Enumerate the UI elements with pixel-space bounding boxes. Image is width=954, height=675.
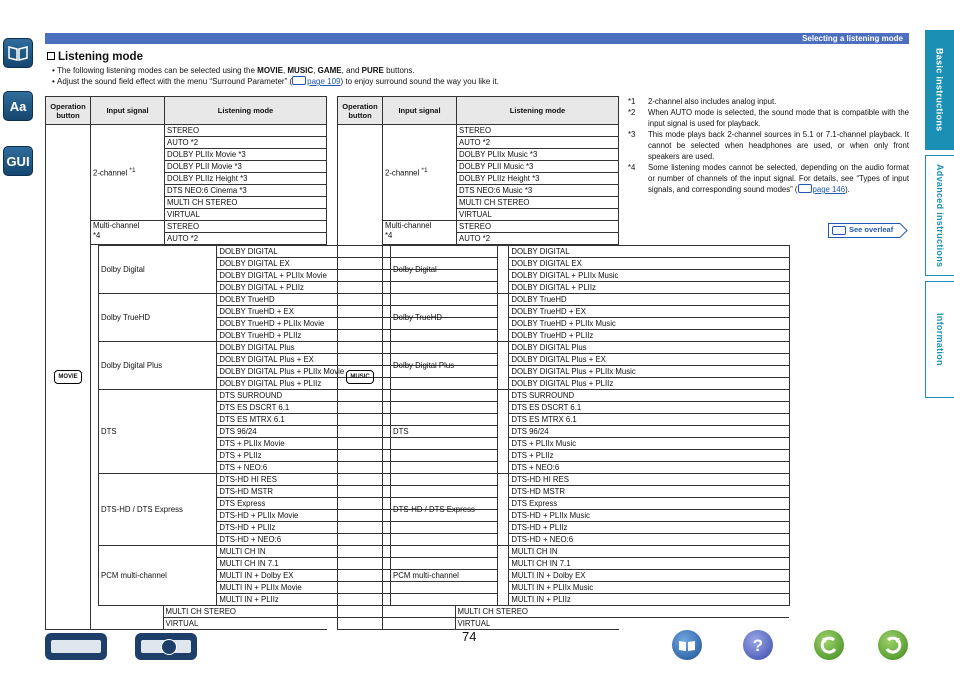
listening-mode-cell: DTS + PLIIx Music xyxy=(509,438,788,450)
listening-mode-cell: DTS SURROUND xyxy=(217,390,496,402)
indent-cell xyxy=(91,245,345,630)
listening-mode-cell: DTS + PLIIx Movie xyxy=(217,438,496,450)
forward-icon[interactable] xyxy=(878,630,908,660)
listening-mode-cell: DTS + PLIIz xyxy=(509,450,788,462)
listening-mode-cell: DTS-HD HI RES xyxy=(217,474,496,486)
listening-mode-cell: DOLBY DIGITAL EX xyxy=(217,258,496,270)
listening-mode-cell: DOLBY DIGITAL Plus xyxy=(217,342,496,354)
listening-mode-cell: MULTI IN + PLIIz xyxy=(219,595,279,604)
input-label: Multi-channel xyxy=(93,221,140,230)
header-input: Input signal xyxy=(383,97,457,125)
listening-mode-cell: DTS-HD + PLIIz xyxy=(509,522,788,534)
listening-mode-cell: STEREO xyxy=(457,221,619,233)
input-group-label: Dolby TrueHD xyxy=(99,294,217,342)
music-button-icon: MUSIC xyxy=(346,370,373,384)
listening-mode-cell: DTS ES DSCRT 6.1 xyxy=(509,402,788,414)
listening-mode-cell: DTS NEO:6 Cinema *3 xyxy=(165,185,327,197)
listening-mode-cell: DOLBY DIGITAL xyxy=(217,246,496,258)
listening-mode-cell: DOLBY DIGITAL + PLIIz xyxy=(511,283,596,292)
svg-text:?: ? xyxy=(752,636,764,655)
footnote-2: *2 When AUTO mode is selected, the sound mode that is compatible with the input signal is used for playback. xyxy=(628,108,909,128)
group-row xyxy=(391,474,790,546)
input-group-label: Dolby Digital xyxy=(391,246,509,294)
listening-mode-cell: MULTI IN + PLIIx Music xyxy=(509,582,788,594)
listening-mode-cell: DOLBY DIGITAL + PLIIx Movie xyxy=(217,270,496,282)
input-group-label: Dolby Digital Plus xyxy=(391,342,509,390)
tab-information[interactable]: Information xyxy=(925,281,954,398)
footnote-3: *3 This mode plays back 2-channel sources in 5.1 or 7.1-channel playback. It cannot be selected when headphones are used, or when only front speakers are used. xyxy=(628,130,909,161)
listening-mode-cell: DOLBY DIGITAL xyxy=(509,246,788,258)
listening-mode-cell: DOLBY DIGITAL Plus xyxy=(509,342,788,354)
listening-mode-cell: VIRTUAL xyxy=(165,619,199,628)
listening-mode-cell: DOLBY TrueHD xyxy=(217,294,496,306)
listening-mode-cell: DTS-HD + NEO:6 xyxy=(219,535,282,544)
listening-mode-cell: VIRTUAL xyxy=(165,209,327,221)
input-group-label: Dolby Digital Plus xyxy=(99,342,217,390)
page-ref-icon xyxy=(798,184,812,193)
input-group-label: Dolby Digital xyxy=(99,246,217,294)
input-group-label: PCM multi-channel xyxy=(391,546,509,606)
group-row xyxy=(391,390,790,474)
listening-mode-cell: AUTO *2 xyxy=(457,137,619,149)
table-row xyxy=(46,125,327,137)
contents-book-icon[interactable] xyxy=(672,630,702,660)
group-row xyxy=(391,246,790,294)
group-row xyxy=(391,294,790,342)
input-label: 2-channel xyxy=(93,168,128,178)
listening-mode-cell: AUTO *2 xyxy=(165,137,327,149)
page-ref-icon xyxy=(292,76,306,85)
input-group-label: DTS-HD / DTS Express xyxy=(99,474,217,546)
listening-mode-cell: DOLBY PLII Music *3 xyxy=(457,161,619,173)
listening-mode-cell: MULTI IN + PLIIx Movie xyxy=(217,582,496,594)
listening-mode-cell: DTS-HD MSTR xyxy=(509,486,788,498)
listening-mode-cell: DOLBY DIGITAL Plus + PLIIx Movie xyxy=(217,366,496,378)
listening-mode-cell: DOLBY TrueHD + PLIIx Music xyxy=(509,318,788,330)
input-group-label: Dolby TrueHD xyxy=(391,294,509,342)
listening-mode-cell: DTS-HD HI RES xyxy=(509,474,788,486)
page-title: Listening mode xyxy=(47,51,143,63)
footnote-ref: *1 xyxy=(129,167,136,175)
bullet-1: • The following listening modes can be selected using the MOVIE, MUSIC, GAME, and PURE buttons. xyxy=(52,66,415,75)
listening-mode-table-music xyxy=(337,96,636,630)
listening-mode-cell: STEREO xyxy=(457,125,619,137)
listening-mode-cell: MULTI IN + Dolby EX xyxy=(217,570,496,582)
listening-mode-cell: DOLBY DIGITAL Plus + PLIIx Music xyxy=(509,366,788,378)
listening-mode-cell: DTS + NEO:6 xyxy=(511,463,560,472)
listening-mode-cell: DTS ES MTRX 6.1 xyxy=(217,414,496,426)
section-label: Selecting a listening mode xyxy=(802,34,903,43)
page-number: 74 xyxy=(462,629,477,644)
listening-mode-cell: DTS SURROUND xyxy=(509,390,788,402)
page-ref-icon xyxy=(832,226,846,235)
checkbox-bullet-icon xyxy=(47,52,55,60)
listening-mode-cell: AUTO *2 xyxy=(165,233,327,245)
group-row xyxy=(391,546,790,606)
footnotes xyxy=(628,96,909,195)
see-overleaf-button[interactable]: See overleaf xyxy=(828,223,908,238)
input-multi-channel xyxy=(383,221,457,245)
footnote-ref: *4 xyxy=(93,231,101,240)
listening-mode-cell: DOLBY TrueHD + EX xyxy=(217,306,496,318)
listening-mode-cell: DTS ES MTRX 6.1 xyxy=(509,414,788,426)
listening-mode-cell: DOLBY PLIIz Height *3 xyxy=(165,173,327,185)
operation-button-cell xyxy=(338,125,383,630)
header-input: Input signal xyxy=(91,97,165,125)
section-header-bar xyxy=(45,33,909,44)
listening-mode-cell: DOLBY DIGITAL + PLIIx Music xyxy=(509,270,788,282)
listening-mode-cell: VIRTUAL xyxy=(457,619,491,628)
listening-mode-cell: DOLBY DIGITAL + PLIIz xyxy=(219,283,304,292)
listening-mode-cell: DOLBY TrueHD + PLIIx Movie xyxy=(217,318,496,330)
listening-mode-cell: DOLBY DIGITAL Plus + PLIIz xyxy=(219,379,322,388)
listening-mode-cell: DTS-HD + NEO:6 xyxy=(511,535,574,544)
page-109-link[interactable]: page 109 xyxy=(307,77,341,86)
header-listening: Listening mode xyxy=(165,97,327,125)
listening-mode-cell: DOLBY TrueHD + PLIIz xyxy=(219,331,302,340)
listening-mode-cell: MULTI CH IN 7.1 xyxy=(217,558,496,570)
help-icon[interactable] xyxy=(743,630,773,660)
input-group-label: DTS xyxy=(99,390,217,474)
listening-mode-cell: DTS Express xyxy=(217,498,496,510)
display-icon[interactable] xyxy=(135,633,197,660)
front-panel-icon[interactable] xyxy=(45,633,107,660)
tab-basic-instructions[interactable]: Basic instructions xyxy=(925,30,954,150)
listening-mode-cell: DTS + NEO:6 xyxy=(219,463,268,472)
input-label: 2-channel xyxy=(385,168,420,178)
listening-mode-cell: MULTI CH IN 7.1 xyxy=(509,558,788,570)
listening-mode-cell: DTS ES DSCRT 6.1 xyxy=(217,402,496,414)
bullet-2: • Adjust the sound field effect with the menu “Surround Parameter” ( page 109) to enjoy surround sound the way you like it. xyxy=(52,77,499,86)
listening-mode-cell: DTS + PLIIz xyxy=(217,450,496,462)
listening-mode-cell: DTS NEO:6 Music *3 xyxy=(457,185,619,197)
listening-mode-cell: MULTI IN + Dolby EX xyxy=(509,570,788,582)
listening-mode-cell: DTS 96/24 xyxy=(509,426,788,438)
listening-mode-cell: MULTI CH STEREO xyxy=(165,197,327,209)
listening-mode-cell: MULTI CH IN xyxy=(217,546,496,558)
listening-mode-cell: DOLBY TrueHD + EX xyxy=(509,306,788,318)
table-row xyxy=(338,125,619,137)
listening-mode-cell: DOLBY PLIIz Height *3 xyxy=(457,173,619,185)
footnote-ref: *1 xyxy=(421,167,428,175)
footnote-ref: *4 xyxy=(385,231,393,240)
movie-button-icon: MOVIE xyxy=(54,370,81,384)
listening-mode-cell: DTS-HD MSTR xyxy=(217,486,496,498)
listening-mode-cell: MULTI CH STEREO xyxy=(457,197,619,209)
header-listening: Listening mode xyxy=(457,97,619,125)
gui-icon[interactable]: GUI xyxy=(3,146,33,176)
indent-cell xyxy=(383,245,636,630)
group-row xyxy=(391,342,790,390)
listening-mode-cell: VIRTUAL xyxy=(457,209,619,221)
listening-mode-table-movie xyxy=(45,96,345,630)
listening-mode-cell: DTS-HD + PLIIx Movie xyxy=(217,510,496,522)
listening-mode-cell: DOLBY DIGITAL EX xyxy=(509,258,788,270)
back-icon[interactable] xyxy=(814,630,844,660)
listening-mode-cell: MULTI CH STEREO xyxy=(164,606,498,618)
listening-mode-cell: DTS Express xyxy=(509,498,788,510)
input-2-channel xyxy=(383,125,457,221)
listening-mode-cell: STEREO xyxy=(165,221,327,233)
listening-mode-cell: STEREO xyxy=(165,125,327,137)
input-label: Multi-channel xyxy=(385,221,432,230)
footnote-4: *4 Some listening modes cannot be selected, depending on the audio format or number of channels of the input signal. For details, see “Types of input signals, and corresponding sound modes” ( page 146). xyxy=(628,163,909,194)
input-2-channel xyxy=(91,125,165,221)
listening-mode-cell: DOLBY PLIIx Music *3 xyxy=(457,149,619,161)
listening-mode-cell: DTS 96/24 xyxy=(217,426,496,438)
index-aa-icon[interactable]: Aa xyxy=(3,91,33,121)
listening-mode-cell: DOLBY PLII Movie *3 xyxy=(165,161,327,173)
input-group-label: PCM multi-channel xyxy=(99,546,217,606)
listening-mode-cell: DOLBY DIGITAL Plus + EX xyxy=(217,354,496,366)
listening-mode-cell: DOLBY DIGITAL Plus + PLIIz xyxy=(511,379,614,388)
listening-mode-cell: DTS-HD + PLIIz xyxy=(217,522,496,534)
listening-mode-cell: AUTO *2 xyxy=(457,233,619,245)
listening-mode-cell: MULTI IN + PLIIz xyxy=(511,595,571,604)
operation-button-cell xyxy=(46,125,91,630)
listening-mode-cell: MULTI CH IN xyxy=(509,546,788,558)
contents-book-icon[interactable] xyxy=(3,38,33,68)
page-146-link[interactable]: page 146 xyxy=(812,185,846,194)
header-operation: Operation button xyxy=(46,97,91,125)
listening-mode-cell: DOLBY PLIIx Movie *3 xyxy=(165,149,327,161)
header-operation: Operation button xyxy=(338,97,383,125)
footnote-1: *1 2-channel also includes analog input. xyxy=(628,97,777,106)
input-group-label: DTS-HD / DTS Express xyxy=(391,474,509,546)
listening-mode-cell: DOLBY TrueHD + PLIIz xyxy=(511,331,594,340)
input-group-label: DTS xyxy=(391,390,509,474)
listening-mode-cell: DOLBY TrueHD xyxy=(509,294,788,306)
tab-advanced-instructions[interactable]: Advanced instructions xyxy=(925,155,954,276)
input-multi-channel xyxy=(91,221,165,245)
listening-mode-cell: DOLBY DIGITAL Plus + EX xyxy=(509,354,788,366)
listening-mode-cell: DTS-HD + PLIIx Music xyxy=(509,510,788,522)
listening-mode-cell: MULTI CH STEREO xyxy=(456,606,790,618)
